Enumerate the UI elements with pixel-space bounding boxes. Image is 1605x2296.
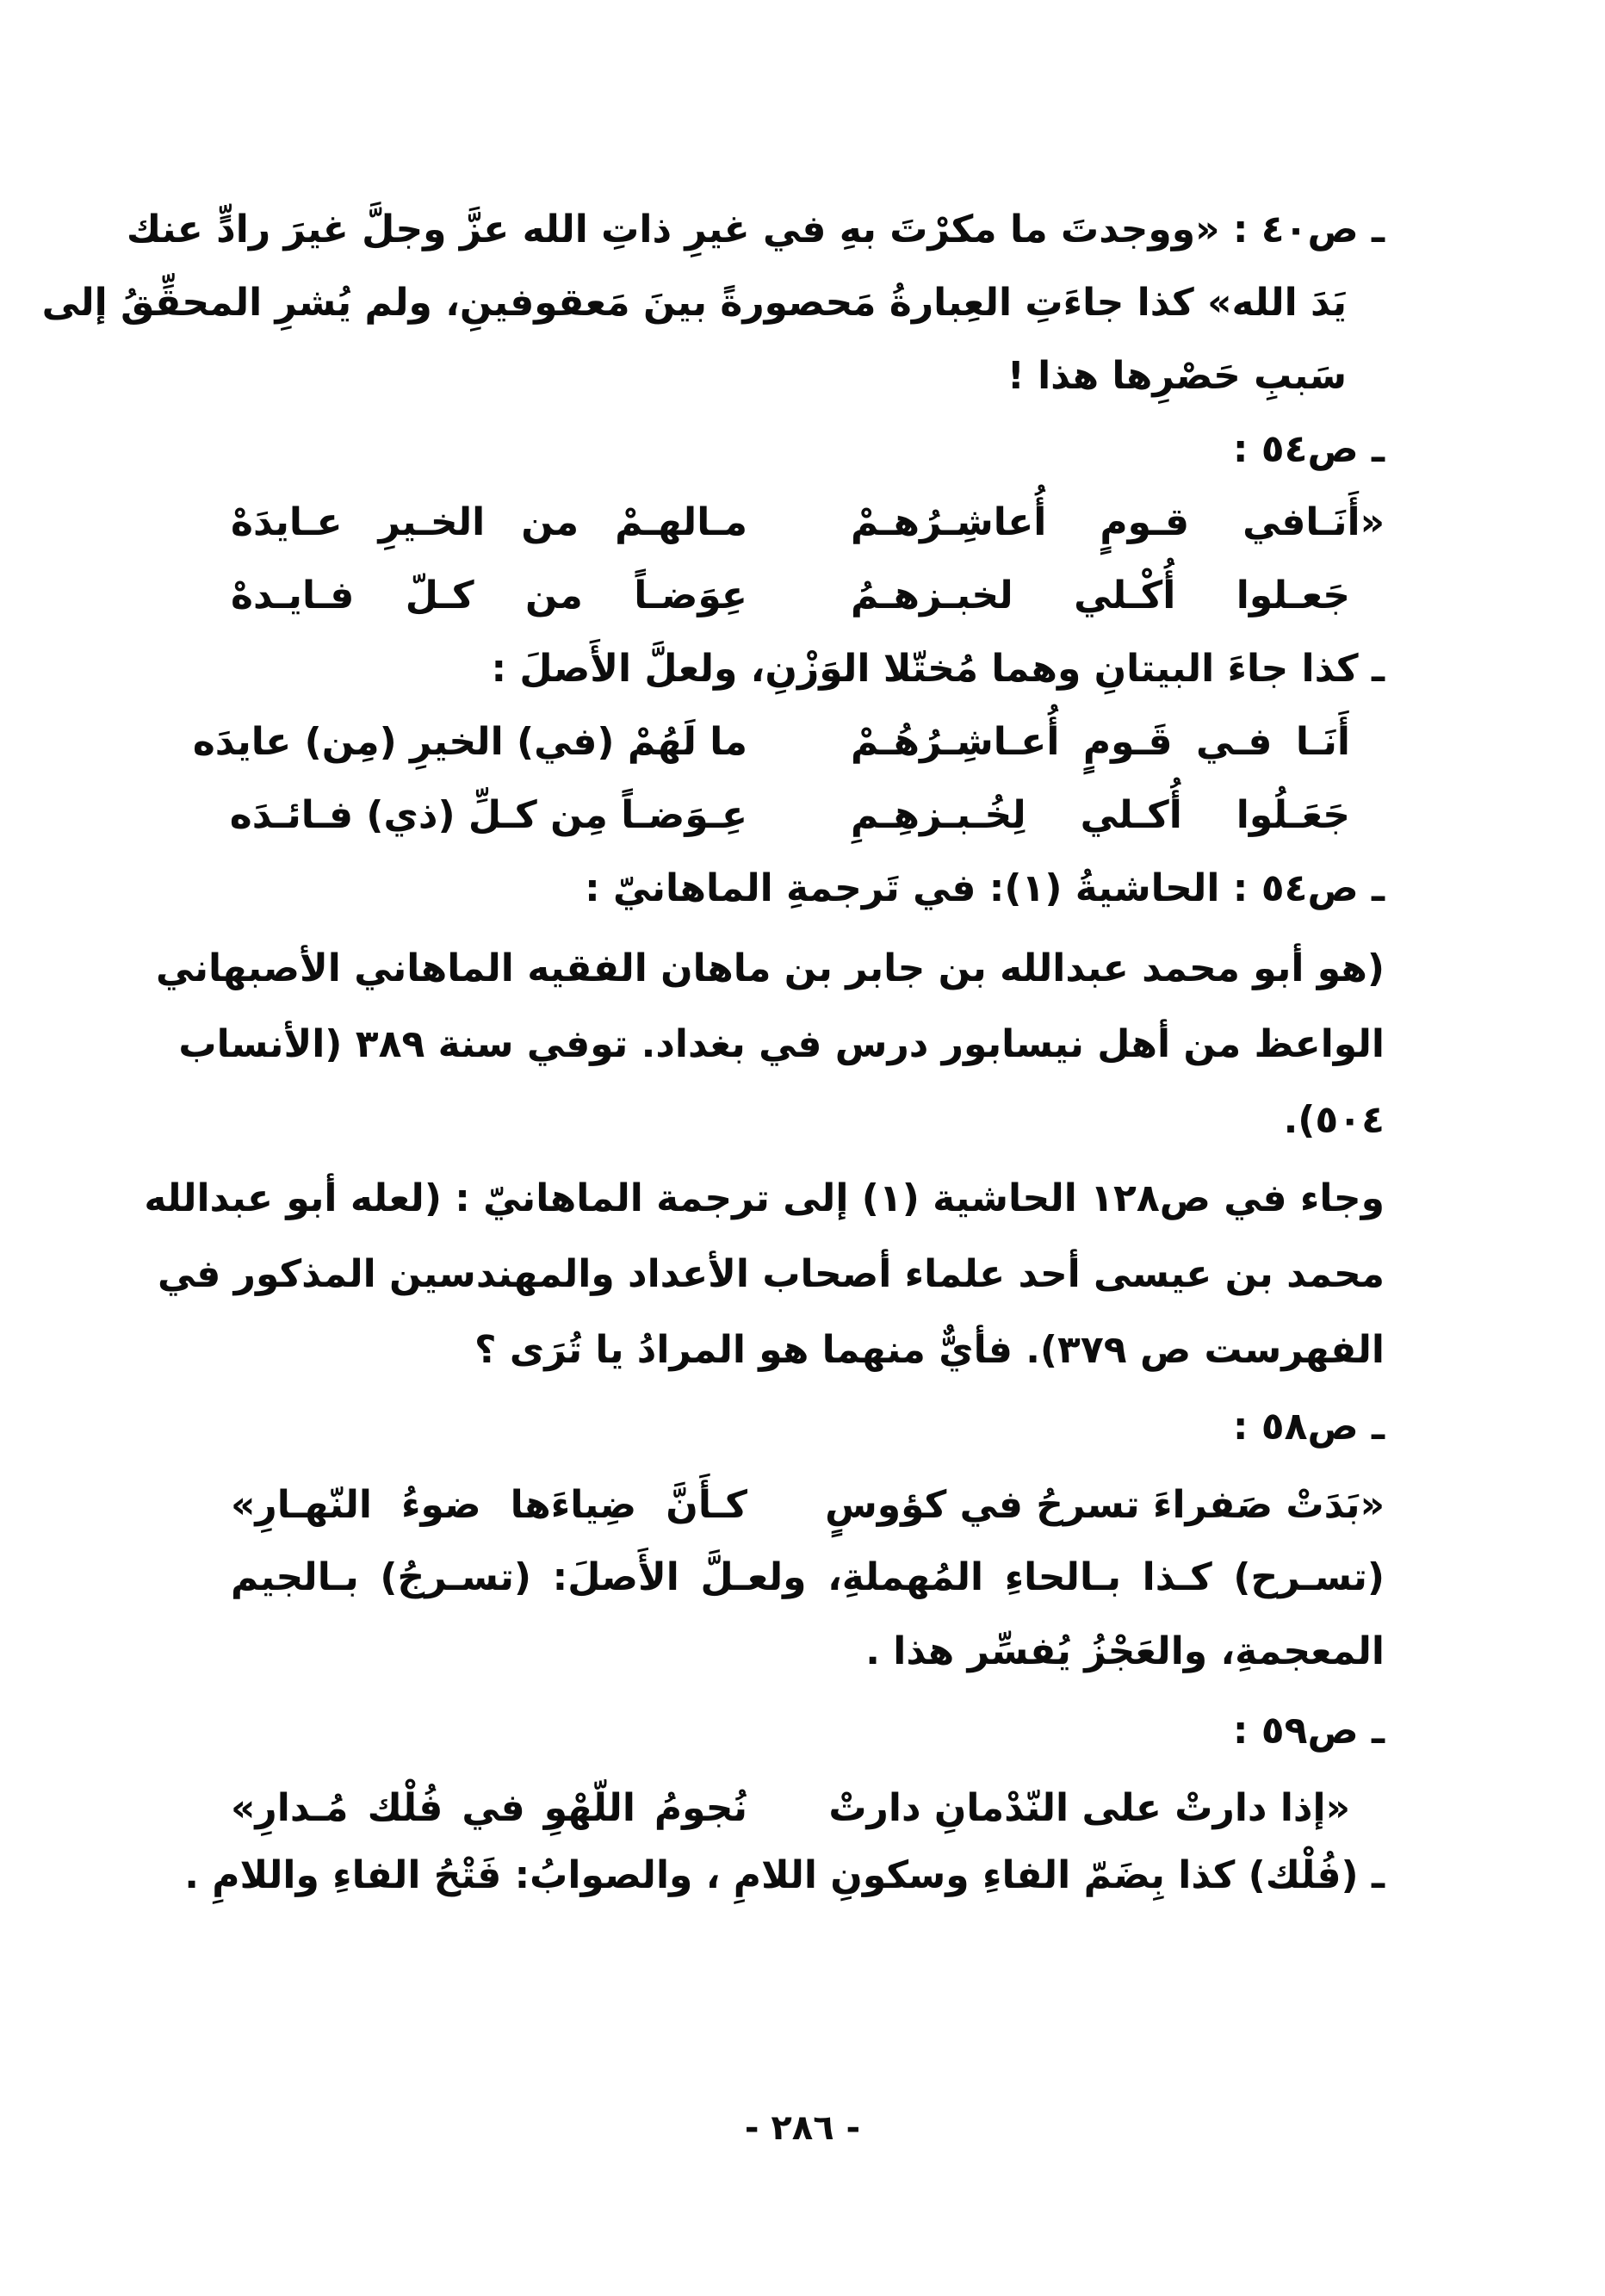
text-line: الفهرست ص ٣٧٩). فأيٌّ منهما هو المرادُ يا تُرَى ؟ xyxy=(474,1328,1385,1372)
verse-first-hemistich: «أَنَـافي قـومٍ أُعاشِـرُهـمْ xyxy=(851,500,1385,544)
text-line: (تسـرح) كـذا بـالحاءِ المُهملةِ، ولعـلَّ الأَصلَ: (تسـرجُ) بـالجيم xyxy=(231,1555,1385,1599)
verse-line xyxy=(231,785,1385,846)
verse-line xyxy=(231,1778,1385,1839)
verse-first-hemistich: جَعَـلُوا أُكـلي لِخُـبـزهِـمِ xyxy=(851,793,1350,837)
text-line: يَدَ الله» كذا جاءَتِ العِبارةُ مَحصورةً بينَ مَعقوفينِ، ولم يُشرِ المحقِّقُ إلى xyxy=(41,281,1347,325)
text-line: وجاء في ص١٢٨ الحاشية (١) إلى ترجمة الماهانيّ : (لعله أبو عبدالله xyxy=(144,1176,1385,1220)
verse-second-hemistich: عِوَضـاً من كـلّ فـايـدهْ xyxy=(231,574,747,617)
section-heading: ـ ص٥٤ : xyxy=(1232,427,1385,471)
verse-first-hemistich: أَنَـا فـي قَـومٍ أُعـاشِـرُهُـمْ xyxy=(851,720,1350,764)
verse-line xyxy=(192,712,1385,773)
section-heading: ـ ص٥٨ : xyxy=(1232,1405,1385,1449)
verse-second-hemistich: نُجومُ اللّهْوِ في فُلْك مُـدارِ» xyxy=(231,1786,747,1830)
text-line: الواعظ من أهل نيسابور درس في بغداد. توفي سنة ٣٨٩ (الأنساب xyxy=(178,1022,1385,1066)
text-line: (هو أبو محمد عبدالله بن جابر بن ماهان الفقيه الماهاني الأصبهاني xyxy=(155,946,1385,990)
text-line: ـ ص٤٠ : «ووجدتَ ما مكرْتَ بهِ في غيرِ ذاتِ الله عزَّ وجلَّ غيرَ رادٍّ عنك xyxy=(126,208,1385,251)
verse-line xyxy=(231,566,1385,626)
verse-first-hemistich: جَعـلوا أُكْـلي لخبـزهـمُ xyxy=(851,574,1350,617)
page-number: - ٢٨٦ - xyxy=(744,2108,861,2148)
section-heading: ـ ص٥٩ : xyxy=(1232,1709,1385,1753)
verse-second-hemistich: عِـوَضـاً مِن كـلِّ (ذي) فـائـدَه xyxy=(229,793,747,837)
verse-first-hemistich: «إذا دارتْ على النّدْمانِ دارتْ xyxy=(828,1786,1350,1830)
text-line: سَببِ حَصْرِها هذا ! xyxy=(1007,354,1347,398)
verse-line xyxy=(231,1475,1385,1536)
verse-first-hemistich: «بَدَتْ صَفراءَ تسرحُ في كؤوسٍ xyxy=(825,1483,1385,1527)
text-line: المعجمةِ، والعَجْزُ يُفسِّر هذا . xyxy=(865,1629,1385,1673)
text-line: ٥٠٤). xyxy=(1283,1098,1385,1142)
verse-second-hemistich: ما لَهُمْ (في) الخيرِ (مِن) عايدَه xyxy=(192,720,747,764)
verse-second-hemistich: كـأَنَّ ضِياءَها ضوءُ النّهـارِ» xyxy=(231,1483,747,1527)
comment-line: ـ كذا جاءَ البيتانِ وهما مُختّلا الوَزْنِ، ولعلَّ الأَصلَ : xyxy=(491,647,1385,691)
text-line: محمد بن عيسى أحد علماء أصحاب الأعداد والمهندسين المذكور في xyxy=(158,1252,1385,1296)
text-line: ـ (فُلْك) كذا بِضَمّ الفاءِ وسكونِ اللامِ ، والصوابُ: فَتْحُ الفاءِ واللامِ . xyxy=(184,1853,1385,1897)
verse-second-hemistich: مـالهـمْ من الخـيرِ عـايدَهْ xyxy=(231,500,747,544)
section-heading: ـ ص٥٤ : الحاشيةُ (١): في تَرجمةِ الماهانيّ : xyxy=(585,866,1385,910)
verse-line xyxy=(231,493,1385,553)
